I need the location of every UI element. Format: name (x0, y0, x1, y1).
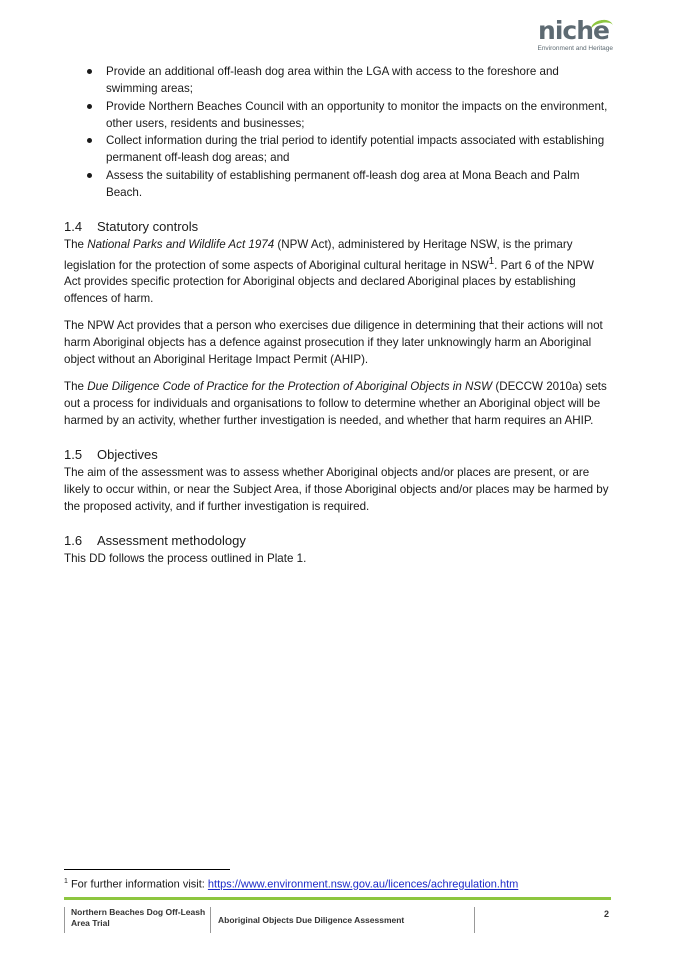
section-title: Objectives (97, 447, 158, 463)
text-run: (DECCW 2010a) sets out a process for individuals and organisations to follow to determine whether an Aboriginal object will be harmed by an activity, whether further investigation is needed, and whether that harm requires an AHIP. (64, 380, 607, 428)
paragraph: This DD follows the process outlined in Plate 1. (64, 552, 307, 566)
paragraph: The NPW Act provides that a person who exercises due diligence in determining that their actions will not harm Aboriginal objects has a defence against prosecution if they later unknowingly harm an Aboriginal object without an Aboriginal Heritage Impact Permit (AHIP). (64, 319, 603, 367)
section-number: 1.5 (64, 447, 83, 463)
heading-statutory-controls (64, 219, 612, 235)
text-run: The (64, 237, 88, 251)
text-run: The (64, 380, 88, 394)
section-number: 1.6 (64, 533, 83, 549)
footnote-link[interactable]: https://www.environment.nsw.gov.au/licences/achregulation.htm (207, 878, 519, 891)
logo-tagline: Environment and Heritage (537, 45, 613, 52)
heading-objectives (64, 447, 612, 463)
footnote-ref[interactable]: 1 (488, 255, 495, 267)
objectives-list (64, 63, 612, 201)
section-title: Assessment methodology (97, 533, 246, 549)
footnote-text: For further information visit: (67, 878, 208, 891)
text-run: . Part 6 of the NPW Act provides specific protection for Aboriginal objects and declared Aboriginal places by establishing offences of harm. (64, 258, 594, 306)
code-title: Due Diligence Code of Practice for the Protection of Aboriginal Objects in NSW (87, 380, 493, 394)
heading-assessment-methodology (64, 533, 612, 549)
list-item: Provide Northern Beaches Council with an opportunity to monitor the impacts on the environment, other users, residents and businesses; (64, 98, 612, 132)
footer-report-title (210, 907, 476, 933)
act-title: National Parks and Wildlife Act 1974 (87, 237, 275, 251)
footer-divider (474, 907, 475, 933)
list-item: Assess the suitability of establishing permanent off-leash dog area at Mona Beach and Palm Beach. (64, 167, 612, 201)
section-title: Statutory controls (97, 218, 199, 234)
logo-wordmark: niche (538, 16, 609, 45)
paragraph: The aim of the assessment was to assess whether Aboriginal objects and/or places are present, or are likely to occur within, or near the Subject Area, if those Aboriginal objects and/or places may be harmed by the proposed activity, and if further investigation is required. (64, 466, 609, 514)
paragraph (64, 236, 612, 308)
niche-logo (531, 18, 613, 54)
paragraph (64, 378, 612, 429)
section-number: 1.4 (64, 218, 83, 234)
footnote-divider (64, 869, 230, 870)
page-body (64, 63, 612, 577)
footer-project-title: Northern Beaches Dog Off-Leash Area Trial (64, 907, 207, 933)
list-item: Collect information during the trial period to identify potential impacts associated with establishing permanent off-leash dog areas; and (64, 132, 612, 166)
page-number: 2 (603, 909, 609, 919)
footnote-number: 1 (64, 878, 68, 885)
list-item: Provide an additional off-leash dog area within the LGA with access to the foreshore and swimming areas; (64, 63, 612, 97)
footnote (64, 875, 518, 892)
footer-report-text: Aboriginal Objects Due Diligence Assessment (218, 914, 405, 925)
footer-accent-bar (64, 897, 611, 900)
text-run: (NPW Act), administered by Heritage NSW, is the primary legislation for the protection of some aspects of Aboriginal cultural heritage in NSW (64, 237, 573, 272)
